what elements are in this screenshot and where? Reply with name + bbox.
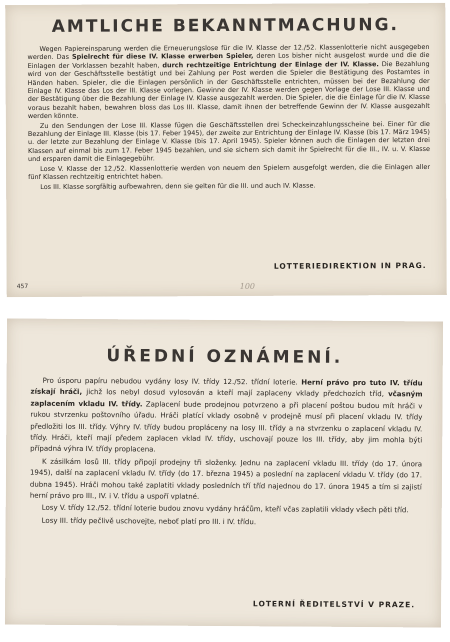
paragraph-2-cz: K zásilkám losů III. třídy připojí prodejny tři složenky. Jednu na zaplacení vkladu III. třídy (do 17. února 1945), další na zaplacení vkladu IV. třídy (do 17. března 1945) a poslední na zaplacení vkladu V. třídy (do 17. dubna 1945). Hráči mohou také zaplatiti vklady posledních tří tříd najednou do 17. února 1945 a tím si zajistí herní právo pro III., IV. i V. třídu a uspoří vplatné. xyxy=(29,457,423,501)
text-run: Pro úsporu papíru nebudou vydány losy IV. třídy 12./52. třídní loterie. xyxy=(42,376,302,387)
german-notice-card xyxy=(5,3,447,297)
print-code: 457 xyxy=(16,283,29,291)
notice-body-de xyxy=(27,43,430,192)
paragraph-4-de: Los III. Klasse sorgfältig aufbewahren, denn sie gelten für die III. und auch IV. Klasse. xyxy=(40,181,316,191)
paragraph-3-de: Lose V. Klasse der 12./52. Klassenlotterie werden von neuem den Spielern ausgefolgt werden, die die Einlagen aller fünf Klassen rechtzeitig entrichtet haben. xyxy=(28,162,431,182)
notice-body-cz xyxy=(30,376,423,531)
bold-run: včasným zaplacením vkladu IV. třídy. xyxy=(30,390,423,409)
text-run: Die Bezahlung wird von der Geschäftsstelle bestätigt und bei Zahlung per Post werden die Spieler die Bestätigung des Postamtes in Händen haben. Spieler, die die Einlagen persönlich in der Geschäftsstelle entrichten, müssen bei der Bezahlung der Einlage IV. Klasse das Los der III. Klasse vorlegen. Gewinne der IV. Klasse werden gegen Vorlage der Lose III. Klasse und der Bestätigung über die Bezahlung der Einlage IV. Klasse ausgezahlt werden. Die Spieler, die die Einlage für die IV. Klasse voraus bezahlt haben, bewahren bloss das Los III. Klasse, damit ihnen der betreffende Gewinn der IV. Klasse ausgezahlt werden könnte. xyxy=(27,59,430,121)
bold-run: Spielrecht für diese IV. Klasse erwerben Spieler, xyxy=(71,52,254,62)
text-run: deren Los bisher nicht ausgelost wurde und die die Einlagen der Vorklassen bezahlt haben, xyxy=(27,51,430,70)
text-run: jichž los nebyl dosud vylosován a kteří mají zaplaceny vklady předchozích tříd, xyxy=(82,388,389,399)
bold-run: Herní právo pro tuto IV. třídu získají hráči, xyxy=(30,378,423,397)
signature-de: LOTTERIEDIREKTION IN PRAG. xyxy=(273,260,427,271)
text-run: Zaplacení bude prodejnou potvrzeno a při placení poštou budou mít hráči v rukou stvrzenku poštovního úřadu. Hráči platící vklady osobně v prodejně musí při placení vkladu IV. třídy předložiti los III. třídy. Výhry IV. třídy budou propláceny na losy III. třídy a na stvrzenku o zaplacení vkladu IV. třídy. Hráči, kteří mají předem zaplacen vklad IV. třídy, uschovají pouze los III. třídy, aby jim mohla býti případná výhra IV. třídy proplacena. xyxy=(30,400,423,454)
notice-title-cz: ÚŘEDNÍ OZNÁMENÍ. xyxy=(106,346,344,368)
paragraph-3-cz: Losy V. třídy 12./52. třídní loterie budou znovu vydány hráčům, kteří včas zaplatili vklady všech pěti tříd. xyxy=(41,504,409,515)
notice-title-de: AMTLICHE BEKANNTMACHUNG. xyxy=(51,15,400,37)
czech-notice-card xyxy=(5,318,443,627)
paragraph-1-cz xyxy=(30,376,423,459)
pencil-note: 100 xyxy=(239,281,256,291)
paragraph-2-de: Zu den Sendungen der Lose III. Klasse fügen die Geschäftsstellen drei Scheckeinzahlungsscheine bei. Einer für die Bezahlung der Einlage III. Klasse (bis 17. Feber 1945), der zweite zur Entrichtung der Einlage IV. Klasse (bis 17. März 1945) u. der letzte zur Bezahlung der Einlage V. Klasse (bis 17. April 1945). Spieler können auch die Einlagen der letzten drei Klassen auf einmal bis zum 17. Feber 1945 bezahlen, und sie sichern sich damit ihr Spielrecht für die III., IV. u. V. Klasse und ersparen damit die Einlagegebühr. xyxy=(27,119,431,164)
paragraph-4-cz: Losy III. třídy pečlivě uschovejte, neboť platí pro III. i IV. třídu. xyxy=(41,516,257,527)
text-run: Wegen Papiereinsparung werden die Erneuerungslose für die IV. Klasse der 12./52. Klassenlotterie nicht ausgegeben werden. Das xyxy=(27,42,430,62)
bold-run: durch rechtzeitige Entrichtung der Einlage der IV. Klasse. xyxy=(162,60,379,70)
paragraph-1-de xyxy=(27,43,429,121)
signature-cz: LOTERNÍ ŘEDITELSTVÍ V PRAZE. xyxy=(252,599,416,610)
